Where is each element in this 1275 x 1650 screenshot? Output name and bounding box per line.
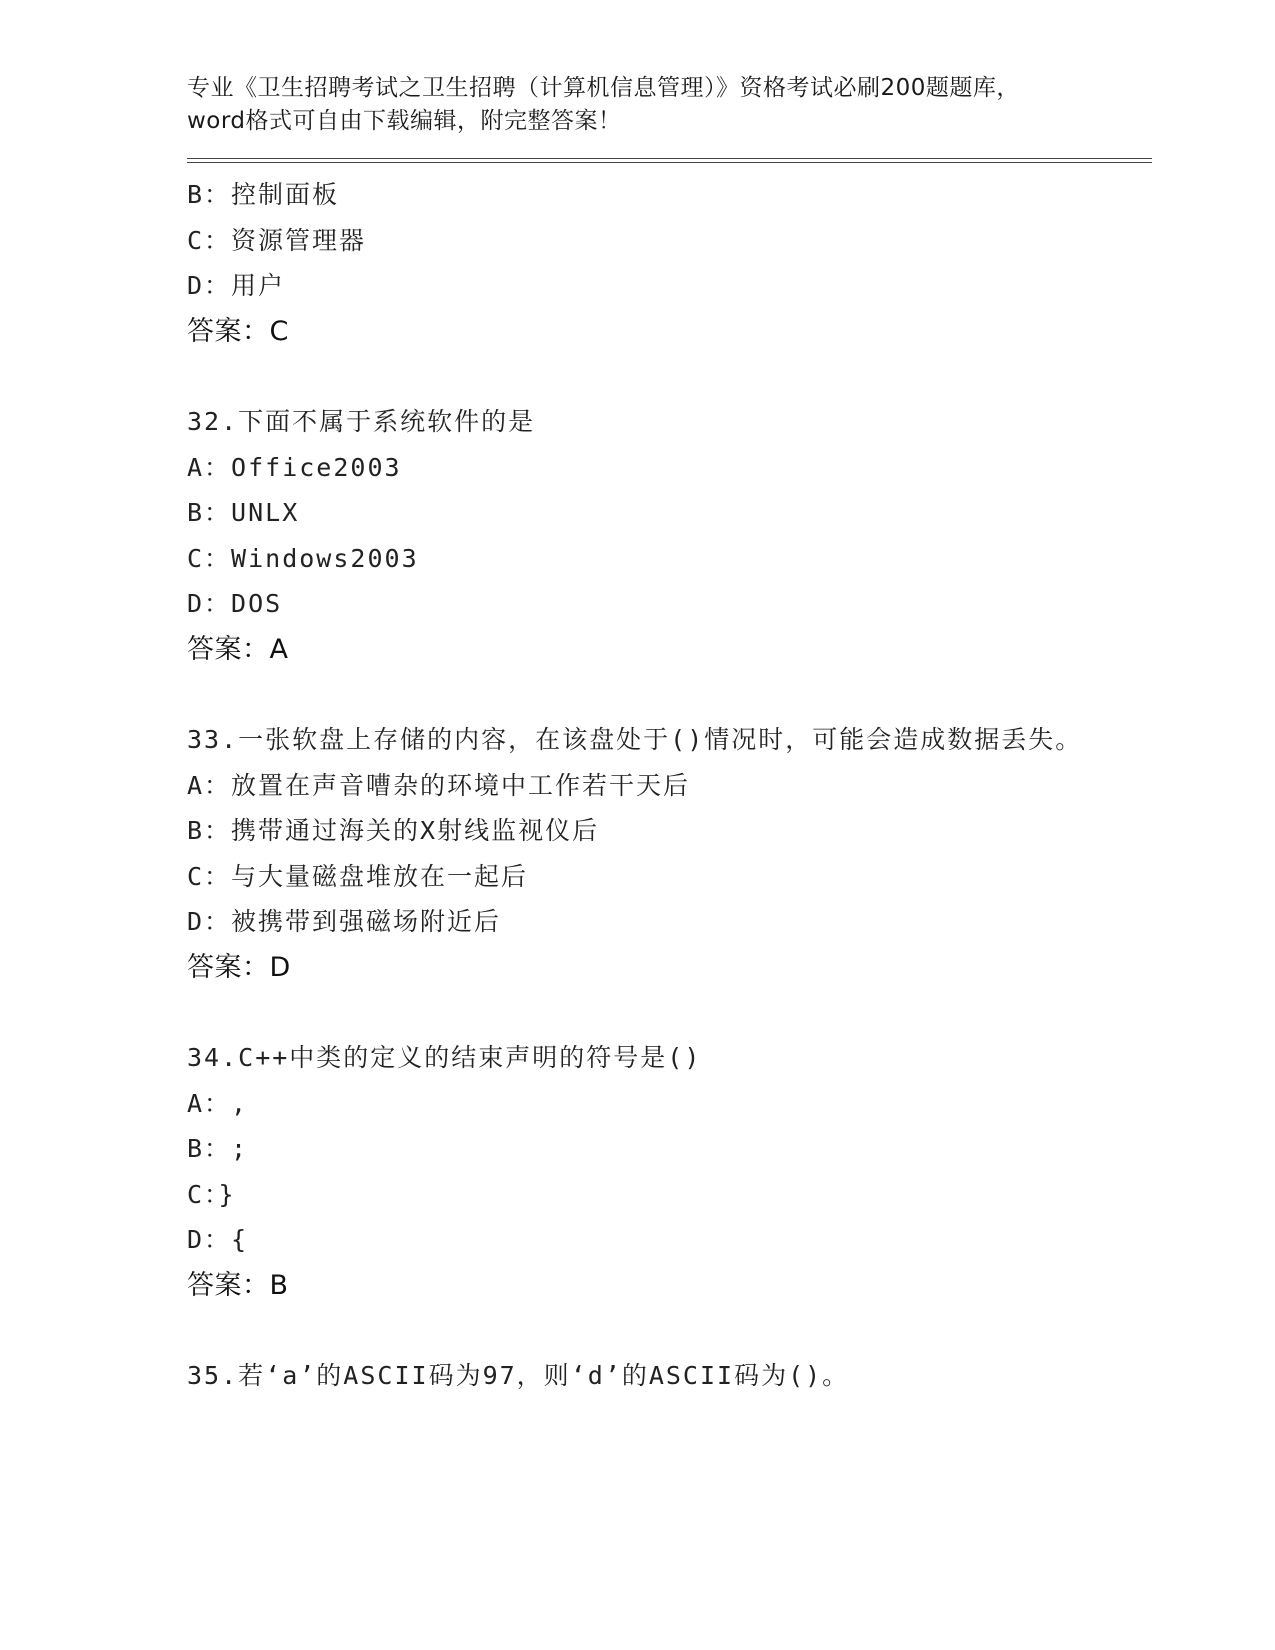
option-d: D：被携带到强磁场附近后: [187, 907, 502, 936]
option-b: B：控制面板: [187, 180, 340, 209]
answer: 答案：D: [187, 951, 291, 983]
question-stem: 35.若‘a’的ASCII码为97，则‘d’的ASCII码为()。: [187, 1361, 850, 1390]
option-a: A：放置在声音嘈杂的环境中工作若干天后: [187, 770, 691, 800]
option-a: A：,: [187, 1088, 249, 1118]
question-35: [187, 1353, 1152, 1399]
question-33: [187, 717, 1152, 990]
option-c: C：资源管理器: [187, 225, 367, 255]
answer: 答案：A: [187, 633, 289, 665]
question-stem: 34.C++中类的定义的结束声明的符号是(): [187, 1043, 702, 1072]
option-c: C：}: [187, 1179, 236, 1209]
option-c: C：Windows2003: [187, 543, 419, 573]
spacer: [187, 990, 1152, 1035]
header-divider: [187, 158, 1152, 163]
header-title-line-2: word格式可自由下载编辑，附完整答案！: [187, 108, 622, 134]
option-d: D：用户: [187, 271, 286, 300]
document-page: [187, 72, 1152, 1399]
spacer: [187, 672, 1152, 717]
question-34: [187, 1035, 1152, 1308]
option-b: B：携带通过海关的X射线监视仪后: [187, 816, 600, 845]
question-stem: 32.下面不属于系统软件的是: [187, 407, 536, 436]
question-32: [187, 399, 1152, 672]
header-title-line-1: 专业《卫生招聘考试之卫生招聘（计算机信息管理）》资格考试必刷200题题库，: [187, 75, 1020, 101]
question-stem: 33.一张软盘上存储的内容，在该盘处于()情况时，可能会造成数据丢失。: [187, 725, 1083, 754]
option-b: B：;: [187, 1134, 249, 1163]
answer: 答案：B: [187, 1269, 289, 1301]
question-list: [187, 172, 1152, 1399]
option-d: D：{: [187, 1225, 249, 1254]
option-a: A：Office2003: [187, 452, 402, 482]
question-31-continued: [187, 172, 1152, 354]
spacer: [187, 354, 1152, 399]
document-header: [187, 72, 1152, 138]
spacer: [187, 1308, 1152, 1353]
option-d: D：DOS: [187, 589, 283, 618]
option-c: C：与大量磁盘堆放在一起后: [187, 861, 529, 891]
answer: 答案：C: [187, 315, 289, 347]
option-b: B：UNLX: [187, 498, 300, 527]
